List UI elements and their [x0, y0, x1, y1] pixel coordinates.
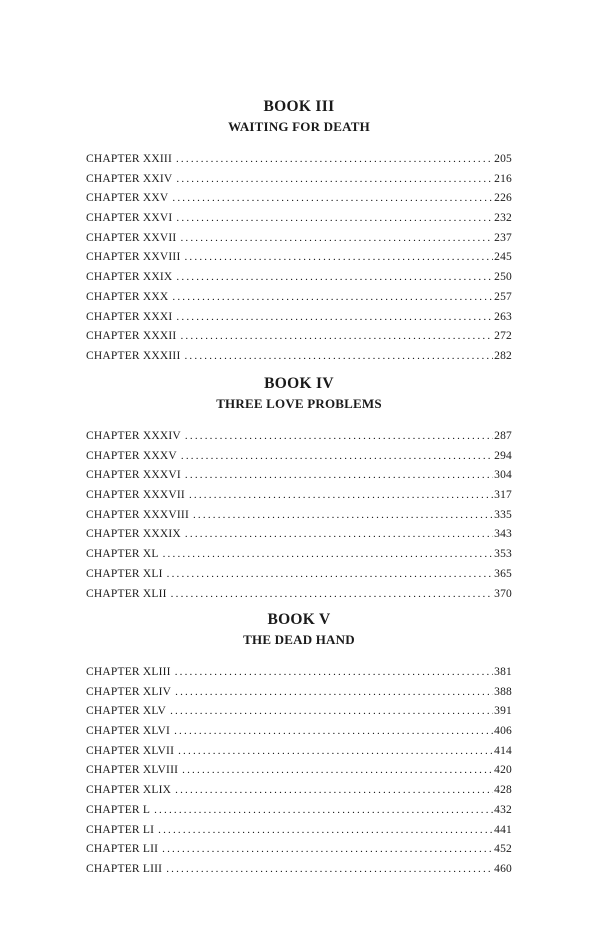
chapter-label: CHAPTER XXX [86, 290, 169, 303]
page-number: 406 [494, 725, 512, 738]
page-number: 414 [494, 744, 512, 757]
toc-entry [86, 209, 512, 229]
chapter-label: CHAPTER XXXIV [86, 430, 181, 442]
chapter-label: CHAPTER LI [86, 823, 155, 836]
toc-entry [86, 308, 512, 328]
page-number: 317 [494, 489, 512, 502]
chapter-list [86, 427, 512, 604]
chapter-label: CHAPTER XLII [86, 587, 167, 600]
dot-leader [185, 525, 493, 545]
dot-leader [167, 565, 494, 585]
chapter-label: CHAPTER XXXV [86, 449, 177, 462]
chapter-label: CHAPTER XXXVI [86, 469, 181, 482]
page-number: 388 [494, 685, 512, 698]
book-title: BOOK IV [264, 375, 334, 392]
dot-leader [174, 722, 493, 742]
dot-leader [180, 229, 493, 249]
dot-leader [184, 347, 493, 367]
dot-leader [172, 189, 493, 209]
toc-entry [86, 248, 512, 268]
toc-entry [86, 466, 512, 486]
page-number: 282 [494, 349, 512, 362]
dot-leader [170, 702, 493, 722]
page-number: 381 [494, 666, 512, 678]
page-number: 365 [494, 567, 512, 580]
chapter-label: CHAPTER XXIX [86, 271, 173, 284]
dot-leader [166, 860, 493, 880]
chapter-label: CHAPTER XLVIII [86, 764, 179, 777]
toc-entry [86, 702, 512, 722]
page-number: 343 [494, 528, 512, 541]
book-section-5 [86, 611, 512, 880]
toc-entry [86, 506, 512, 526]
dot-leader [171, 585, 493, 605]
chapter-label: CHAPTER XXXIII [86, 349, 181, 362]
toc-entry [86, 427, 512, 447]
page-number: 272 [494, 330, 512, 343]
toc-entry [86, 840, 512, 860]
chapter-label: CHAPTER XXVII [86, 231, 177, 244]
chapter-label: CHAPTER XXV [86, 192, 169, 205]
chapter-label: CHAPTER LIII [86, 862, 163, 875]
toc-entry [86, 545, 512, 565]
page-number: 232 [494, 212, 512, 225]
toc-entry [86, 683, 512, 703]
dot-leader [189, 486, 493, 506]
book-subtitle: WAITING FOR DEATH [228, 119, 370, 134]
page-number: 432 [494, 803, 512, 816]
chapter-label: CHAPTER XLIX [86, 784, 172, 797]
dot-leader [178, 742, 493, 762]
page-number: 245 [494, 251, 512, 264]
chapter-label: CHAPTER XLV [86, 705, 167, 718]
chapter-label: CHAPTER XL [86, 548, 159, 561]
dot-leader [154, 801, 493, 821]
book-section-4 [86, 375, 512, 604]
chapter-label: CHAPTER XXXVIII [86, 508, 189, 521]
page-number: 428 [494, 784, 512, 797]
toc-entry [86, 821, 512, 841]
toc-entry [86, 189, 512, 209]
chapter-label: CHAPTER XXVIII [86, 251, 181, 264]
page-number: 304 [494, 469, 512, 482]
dot-leader [176, 308, 493, 328]
dot-leader [180, 327, 493, 347]
book-title: BOOK III [263, 98, 335, 115]
chapter-label: CHAPTER XXIV [86, 172, 173, 185]
page-number: 294 [494, 449, 512, 462]
dot-leader [193, 506, 493, 526]
book-title: BOOK V [267, 611, 331, 628]
page-number: 441 [494, 823, 512, 836]
page-number: 452 [494, 843, 512, 856]
dot-leader [176, 170, 493, 190]
toc-entry [86, 486, 512, 506]
page-number: 216 [494, 172, 512, 185]
toc-entry [86, 268, 512, 288]
page-number: 205 [494, 153, 512, 165]
page-number: 370 [494, 587, 512, 600]
dot-leader [158, 821, 493, 841]
page-number: 226 [494, 192, 512, 205]
toc-entry [86, 229, 512, 249]
dot-leader [175, 663, 493, 683]
toc-entry [86, 525, 512, 545]
chapter-label: CHAPTER XXVI [86, 212, 173, 225]
dot-leader [175, 781, 493, 801]
toc-entry [86, 722, 512, 742]
dot-leader [185, 466, 493, 486]
book-subtitle: THREE LOVE PROBLEMS [216, 396, 382, 411]
chapter-label: CHAPTER XLVII [86, 744, 175, 757]
page-number: 335 [494, 508, 512, 521]
chapter-label: CHAPTER XLI [86, 567, 163, 580]
chapter-label: CHAPTER XXIII [86, 153, 172, 165]
chapter-label: CHAPTER XXXIX [86, 528, 181, 541]
dot-leader [172, 288, 493, 308]
page-number: 420 [494, 764, 512, 777]
dot-leader [163, 545, 494, 565]
chapter-label: CHAPTER XLIV [86, 685, 172, 698]
toc-entry [86, 761, 512, 781]
dot-leader [184, 248, 493, 268]
dot-leader [181, 447, 493, 467]
dot-leader [182, 761, 493, 781]
chapter-label: CHAPTER XXXVII [86, 489, 185, 502]
toc-entry [86, 801, 512, 821]
chapter-list [86, 150, 512, 367]
dot-leader [176, 209, 493, 229]
toc-entry [86, 288, 512, 308]
dot-leader [175, 683, 493, 703]
dot-leader [162, 840, 493, 860]
page-number: 287 [494, 430, 512, 442]
chapter-label: CHAPTER XLVI [86, 725, 171, 738]
chapter-list [86, 663, 512, 880]
toc-entry [86, 585, 512, 605]
toc-entry [86, 663, 512, 683]
toc-entry [86, 170, 512, 190]
toc-entry [86, 150, 512, 170]
toc-entry [86, 327, 512, 347]
dot-leader [176, 150, 493, 170]
page-number: 257 [494, 290, 512, 303]
toc-entry [86, 447, 512, 467]
toc-entry [86, 565, 512, 585]
book-subtitle: THE DEAD HAND [243, 632, 355, 647]
chapter-label: CHAPTER XLIII [86, 666, 171, 678]
page-number: 263 [494, 310, 512, 323]
page-number: 391 [494, 705, 512, 718]
page-number: 237 [494, 231, 512, 244]
toc-entry [86, 742, 512, 762]
chapter-label: CHAPTER XXXII [86, 330, 177, 343]
page-number: 250 [494, 271, 512, 284]
chapter-label: CHAPTER LII [86, 843, 159, 856]
dot-leader [185, 427, 493, 447]
toc-entry [86, 860, 512, 880]
book-section-3 [86, 98, 512, 367]
chapter-label: CHAPTER XXXI [86, 310, 173, 323]
toc-entry [86, 347, 512, 367]
chapter-label: CHAPTER L [86, 803, 151, 816]
page-number: 353 [494, 548, 512, 561]
dot-leader [176, 268, 493, 288]
toc-entry [86, 781, 512, 801]
page-number: 460 [494, 862, 512, 875]
